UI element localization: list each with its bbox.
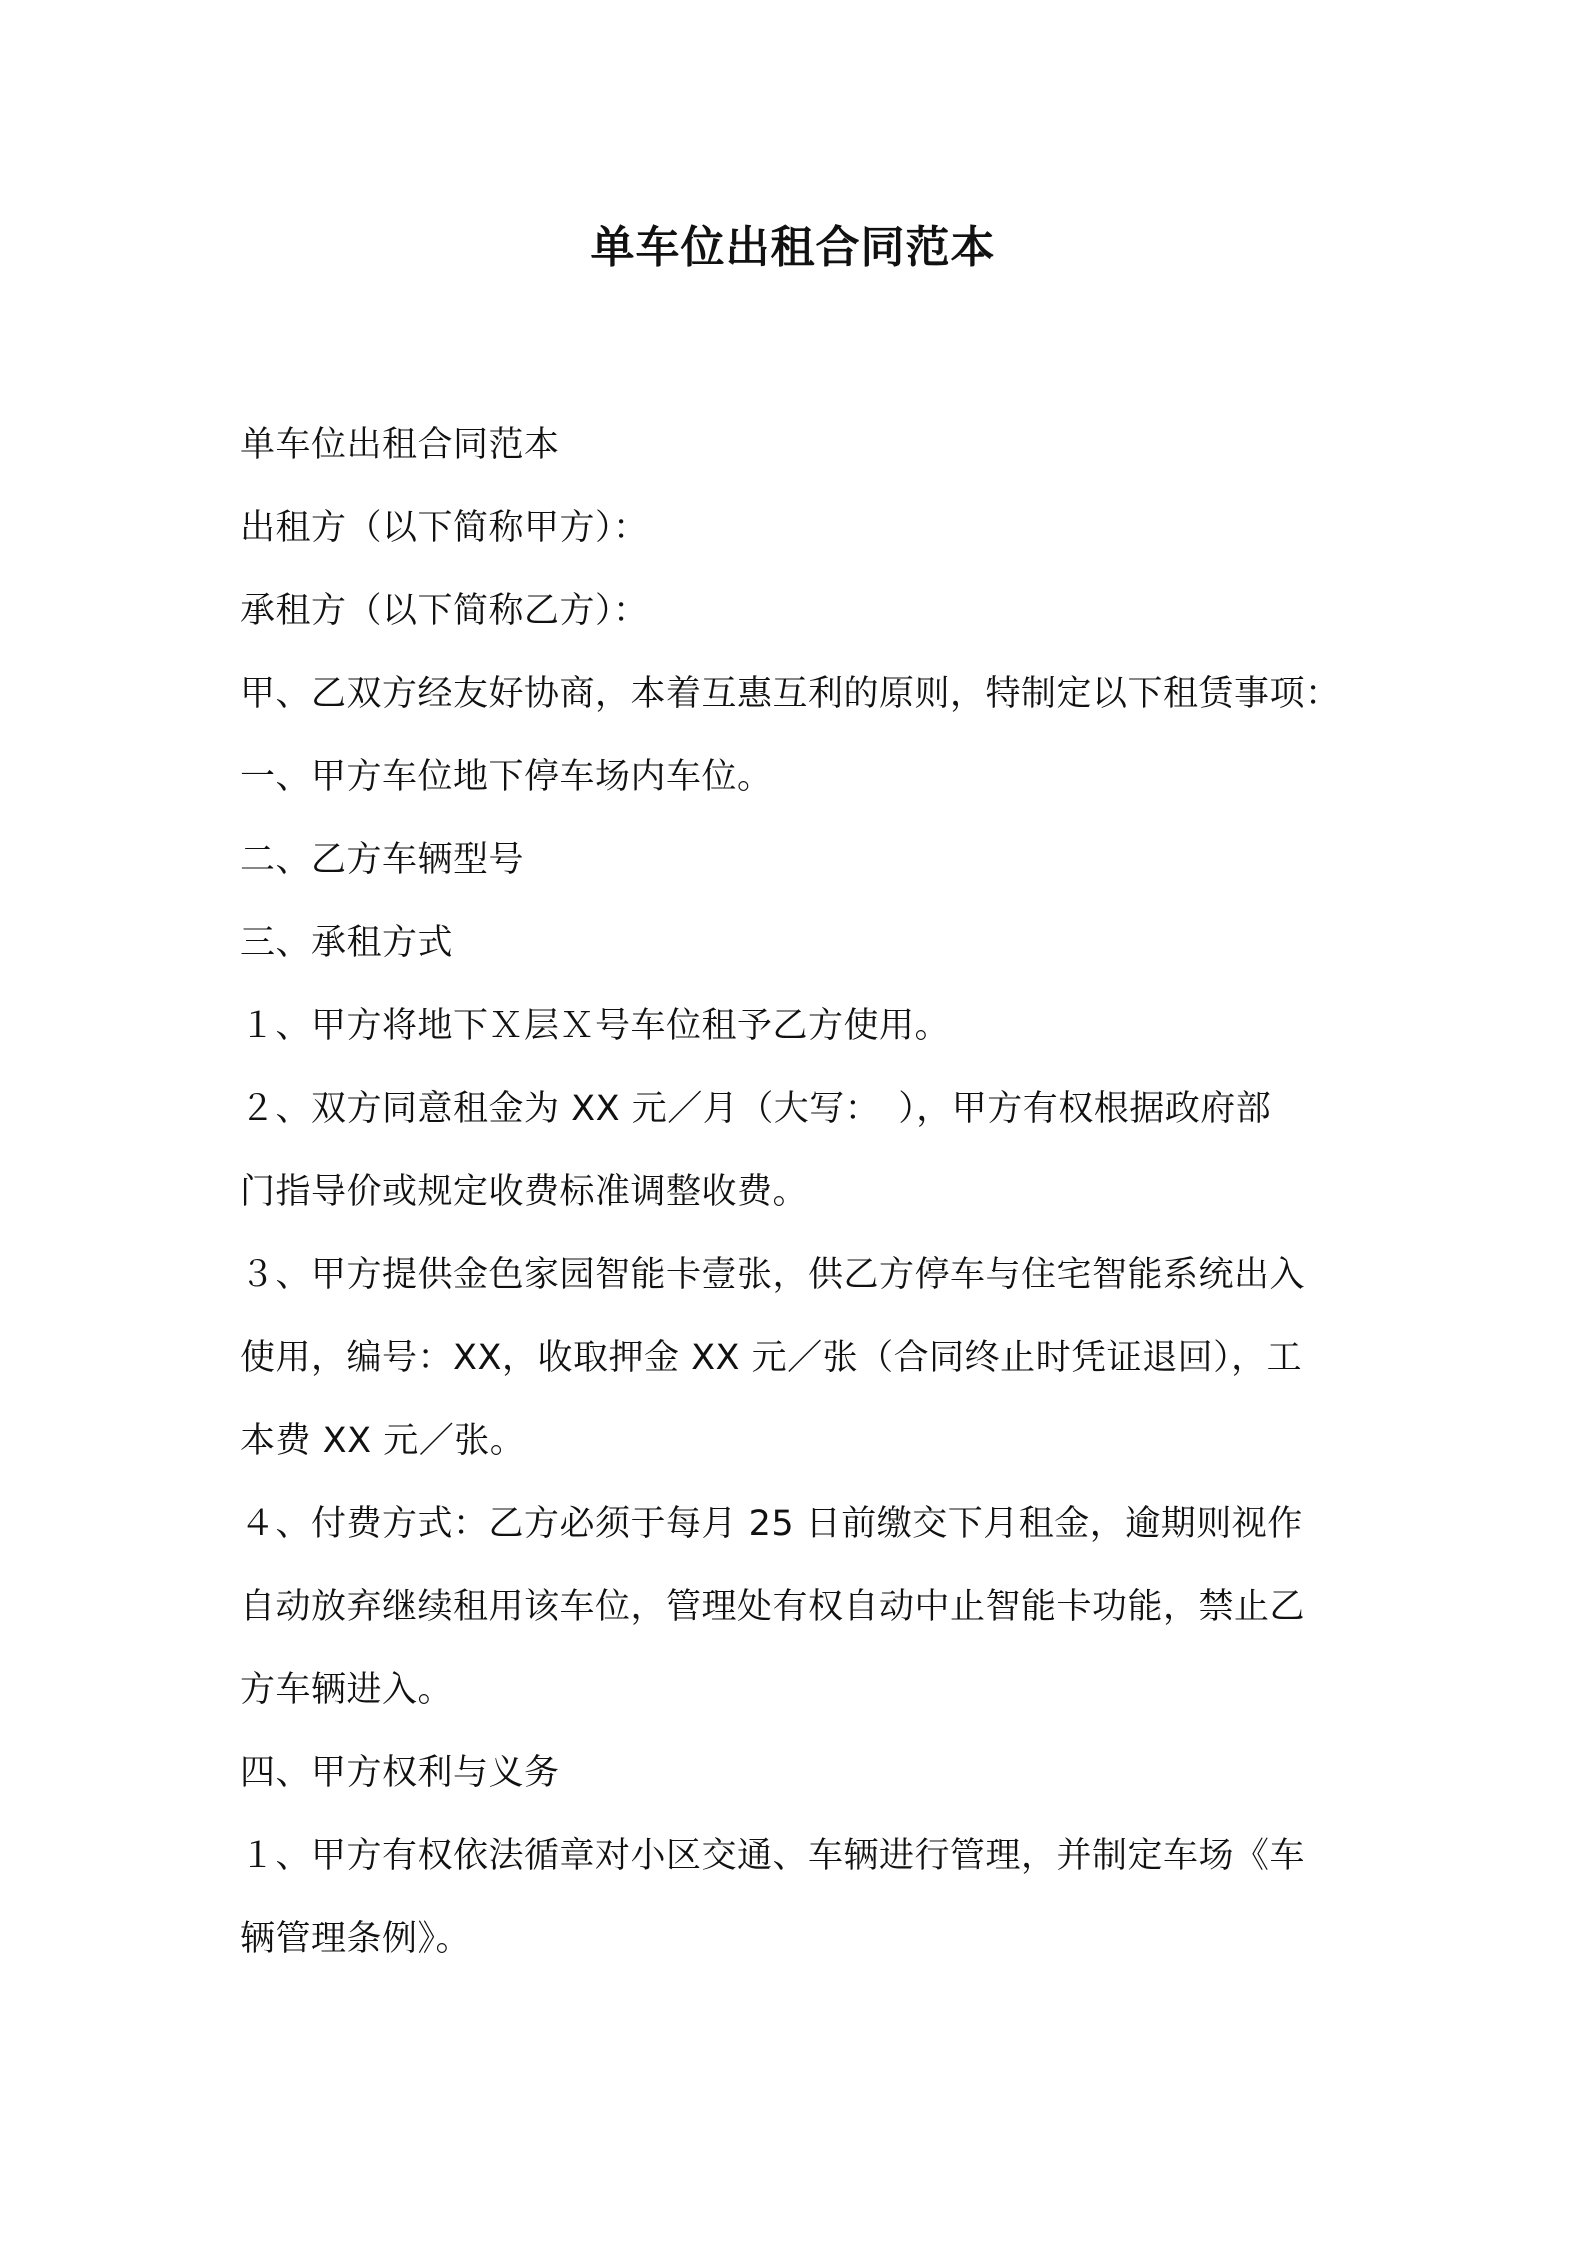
body-line-clause-3-4a: ４、付费方式：乙方必须于每月 25 日前缴交下月租金，逾期则视作 <box>240 1504 1303 1544</box>
body-line-clause-3-3c: 本费 XX 元／张。 <box>240 1421 526 1461</box>
body-line-clause-4-1b: 辆管理条例》。 <box>240 1919 472 1959</box>
body-line-section-3: 三、承租方式 <box>240 923 454 963</box>
body-line-clause-4-1a: １、甲方有权依法循章对小区交通、车辆进行管理，并制定车场《车 <box>240 1836 1306 1876</box>
body-line-clause-3-2a: ２、双方同意租金为 XX 元／月（大写： ），甲方有权根据政府部 <box>240 1089 1272 1129</box>
body-line-preamble: 甲、乙双方经友好协商，本着互惠互利的原则，特制定以下租赁事项： <box>240 674 1341 714</box>
body-line-clause-3-4b: 自动放弃继续租用该车位，管理处有权自动中止智能卡功能，禁止乙 <box>240 1587 1306 1627</box>
body-line-clause-3-3b: 使用，编号：XX，收取押金 XX 元／张（合同终止时凭证退回），工 <box>240 1338 1303 1378</box>
body-line-clause-3-1: １、甲方将地下Ｘ层Ｘ号车位租予乙方使用。 <box>240 1006 951 1046</box>
body-line-clause-3-2b: 门指导价或规定收费标准调整收费。 <box>240 1172 809 1212</box>
body-line-clause-3-3a: ３、甲方提供金色家园智能卡壹张，供乙方停车与住宅智能系统出入 <box>240 1255 1306 1295</box>
body-line-lessee: 承租方（以下简称乙方）： <box>240 591 649 631</box>
body-line-section-2: 二、乙方车辆型号 <box>240 840 525 880</box>
body-line-lessor: 出租方（以下简称甲方）： <box>240 508 649 548</box>
body-line-clause-3-4c: 方车辆进入。 <box>240 1670 454 1710</box>
body-line-section-1: 一、甲方车位地下停车场内车位。 <box>240 757 773 797</box>
document-title: 单车位出租合同范本 <box>590 222 996 273</box>
body-line-subtitle: 单车位出租合同范本 <box>240 425 560 465</box>
body-line-section-4: 四、甲方权利与义务 <box>240 1753 560 1793</box>
document-body <box>240 404 1360 1981</box>
